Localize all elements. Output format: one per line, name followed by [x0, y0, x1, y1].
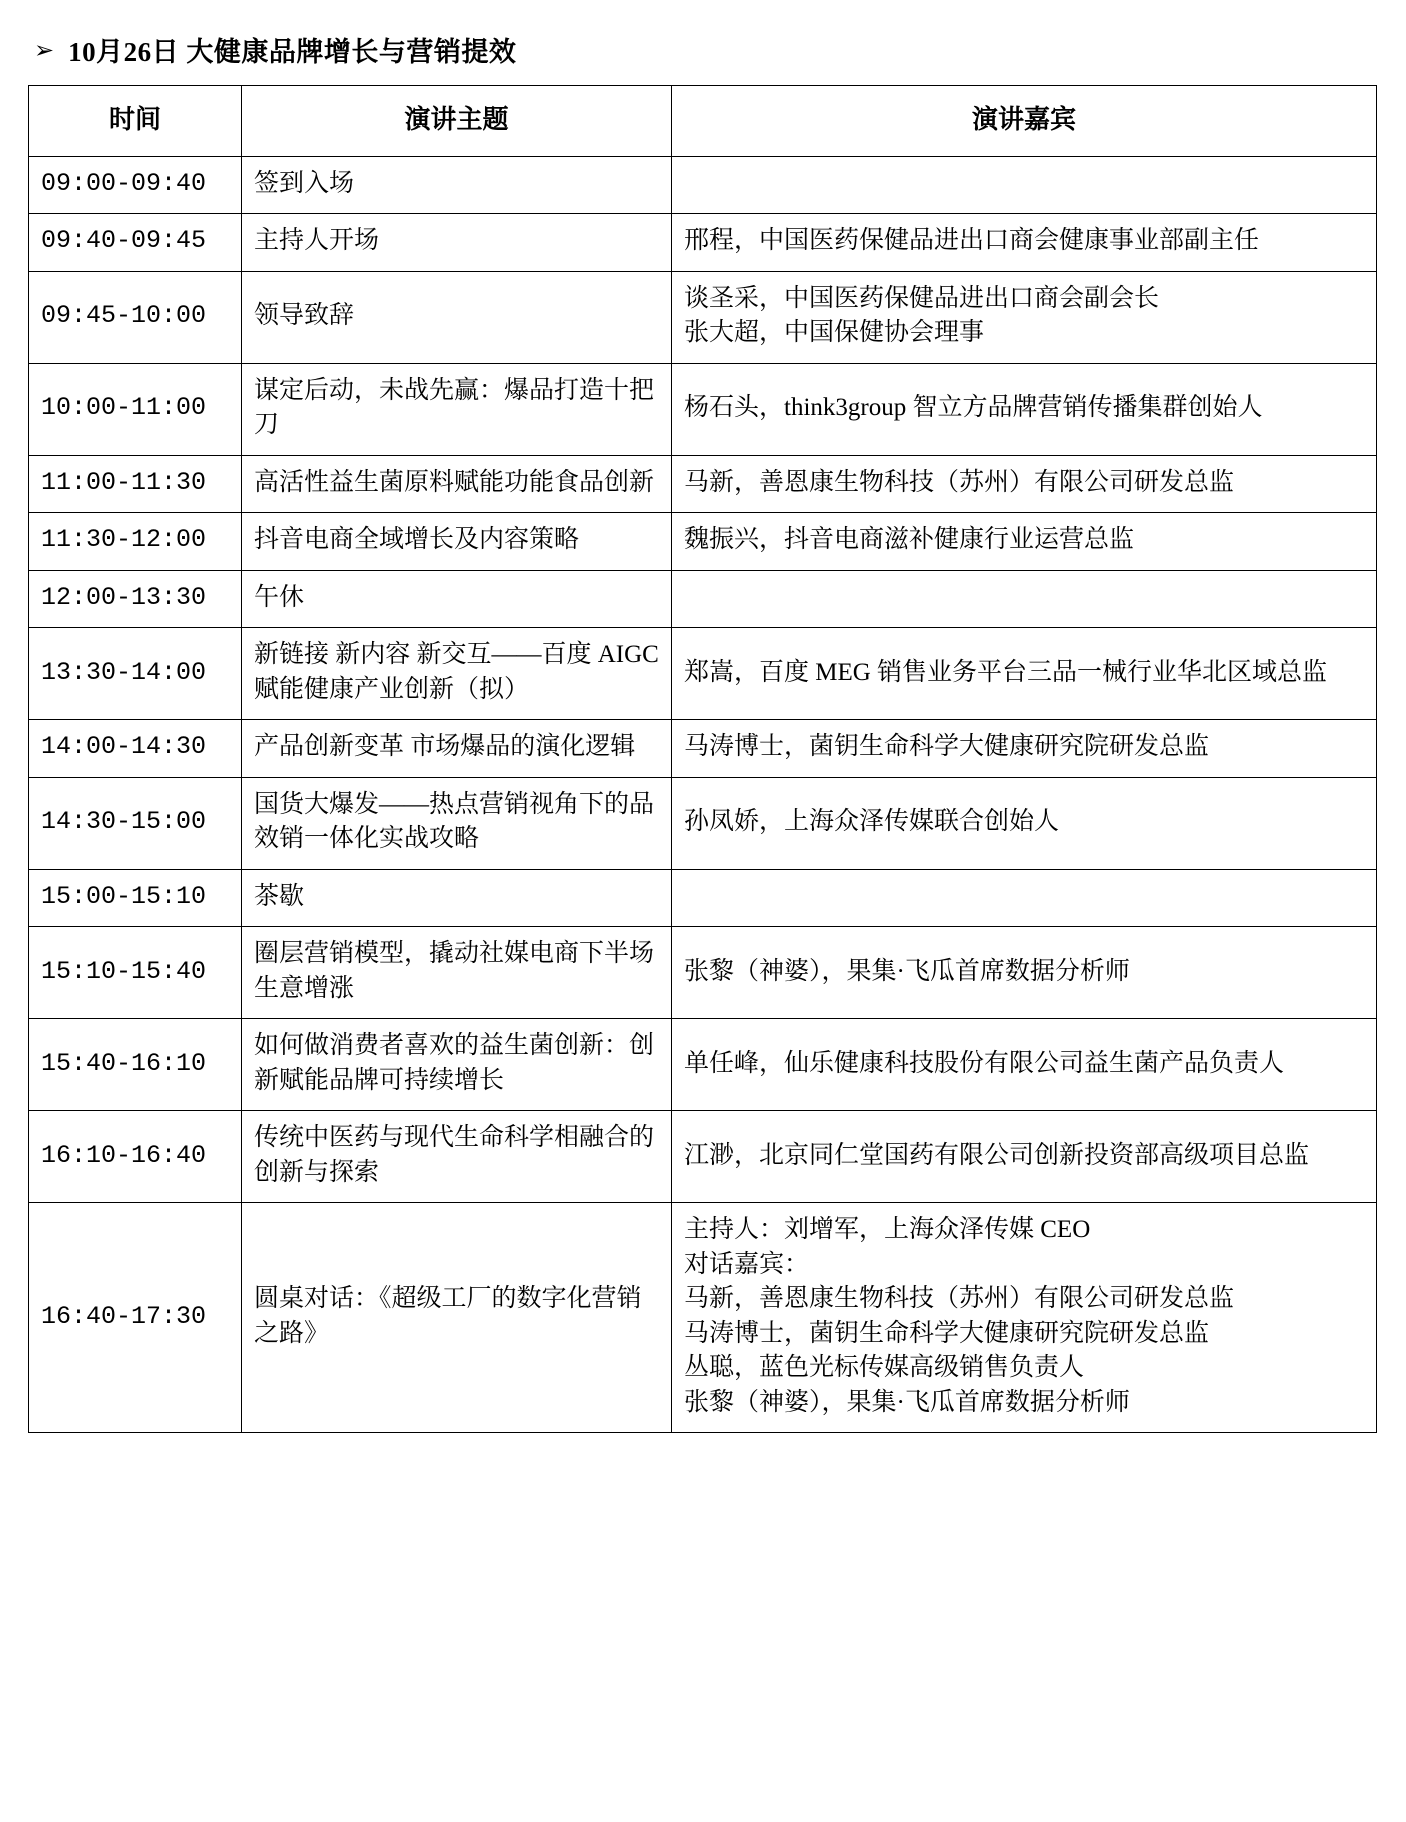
cell-time: 09:00-09:40 [29, 156, 242, 214]
table-row [29, 777, 1377, 869]
cell-time: 14:00-14:30 [29, 720, 242, 778]
cell-guest [672, 869, 1377, 927]
cell-guest: 杨石头，think3group 智立方品牌营销传播集群创始人 [672, 363, 1377, 455]
cell-topic: 新链接 新内容 新交互——百度 AIGC 赋能健康产业创新（拟） [242, 628, 672, 720]
cell-time: 14:30-15:00 [29, 777, 242, 869]
cell-topic: 领导致辞 [242, 271, 672, 363]
cell-guest [672, 570, 1377, 628]
table-row [29, 513, 1377, 571]
cell-topic: 主持人开场 [242, 214, 672, 272]
table-row [29, 214, 1377, 272]
table-row [29, 1111, 1377, 1203]
cell-topic: 茶歇 [242, 869, 672, 927]
cell-guest: 马涛博士，菌钥生命科学大健康研究院研发总监 [672, 720, 1377, 778]
cell-guest: 张黎（神婆），果集·飞瓜首席数据分析师 [672, 927, 1377, 1019]
cell-topic: 签到入场 [242, 156, 672, 214]
table-row [29, 570, 1377, 628]
cell-guest: 单任峰，仙乐健康科技股份有限公司益生菌产品负责人 [672, 1019, 1377, 1111]
table-header [29, 86, 1377, 157]
cell-guest: 魏振兴，抖音电商滋补健康行业运营总监 [672, 513, 1377, 571]
cell-guest [672, 156, 1377, 214]
table-body [29, 156, 1377, 1433]
arrow-bullet-icon: ➢ [34, 35, 55, 64]
column-header-topic: 演讲主题 [242, 86, 672, 157]
column-header-time: 时间 [29, 86, 242, 157]
cell-guest: 马新，善恩康生物科技（苏州）有限公司研发总监 [672, 455, 1377, 513]
cell-guest: 邢程，中国医药保健品进出口商会健康事业部副主任 [672, 214, 1377, 272]
cell-topic: 产品创新变革 市场爆品的演化逻辑 [242, 720, 672, 778]
cell-topic: 高活性益生菌原料赋能功能食品创新 [242, 455, 672, 513]
cell-topic: 圆桌对话：《超级工厂的数字化营销之路》 [242, 1203, 672, 1433]
cell-guest: 主持人：刘增军，上海众泽传媒 CEO 对话嘉宾： 马新，善恩康生物科技（苏州）有限公司研发总监 马涛博士，菌钥生命科学大健康研究院研发总监 丛聪，蓝色光标传媒高级销售负责人 张黎（神婆），果集·飞瓜首席数据分析师 [672, 1203, 1377, 1433]
table-row [29, 720, 1377, 778]
cell-topic: 抖音电商全域增长及内容策略 [242, 513, 672, 571]
cell-time: 09:40-09:45 [29, 214, 242, 272]
cell-time: 13:30-14:00 [29, 628, 242, 720]
cell-time: 15:10-15:40 [29, 927, 242, 1019]
table-row [29, 628, 1377, 720]
cell-guest: 谈圣采，中国医药保健品进出口商会副会长 张大超，中国保健协会理事 [672, 271, 1377, 363]
table-row [29, 927, 1377, 1019]
table-header-row [29, 86, 1377, 157]
cell-time: 10:00-11:00 [29, 363, 242, 455]
cell-topic: 圈层营销模型，撬动社媒电商下半场生意增涨 [242, 927, 672, 1019]
cell-topic: 传统中医药与现代生命科学相融合的创新与探索 [242, 1111, 672, 1203]
cell-time: 11:00-11:30 [29, 455, 242, 513]
table-row [29, 1203, 1377, 1433]
table-row [29, 869, 1377, 927]
cell-topic: 午休 [242, 570, 672, 628]
table-row [29, 363, 1377, 455]
cell-time: 12:00-13:30 [29, 570, 242, 628]
agenda-table [28, 85, 1377, 1433]
table-row [29, 271, 1377, 363]
cell-guest: 郑嵩，百度 MEG 销售业务平台三品一械行业华北区域总监 [672, 628, 1377, 720]
cell-guest: 江渺，北京同仁堂国药有限公司创新投资部高级项目总监 [672, 1111, 1377, 1203]
page-title: 10月26日 大健康品牌增长与营销提效 [68, 37, 517, 67]
cell-time: 15:00-15:10 [29, 869, 242, 927]
cell-time: 15:40-16:10 [29, 1019, 242, 1111]
table-row [29, 156, 1377, 214]
cell-time: 09:45-10:00 [29, 271, 242, 363]
cell-time: 11:30-12:00 [29, 513, 242, 571]
cell-topic: 谋定后动，未战先赢：爆品打造十把刀 [242, 363, 672, 455]
column-header-guest: 演讲嘉宾 [672, 86, 1377, 157]
cell-topic: 如何做消费者喜欢的益生菌创新：创新赋能品牌可持续增长 [242, 1019, 672, 1111]
cell-time: 16:40-17:30 [29, 1203, 242, 1433]
cell-time: 16:10-16:40 [29, 1111, 242, 1203]
table-row [29, 455, 1377, 513]
cell-topic: 国货大爆发——热点营销视角下的品效销一体化实战攻略 [242, 777, 672, 869]
table-row [29, 1019, 1377, 1111]
document-title-row [34, 30, 1378, 69]
cell-guest: 孙凤娇，上海众泽传媒联合创始人 [672, 777, 1377, 869]
